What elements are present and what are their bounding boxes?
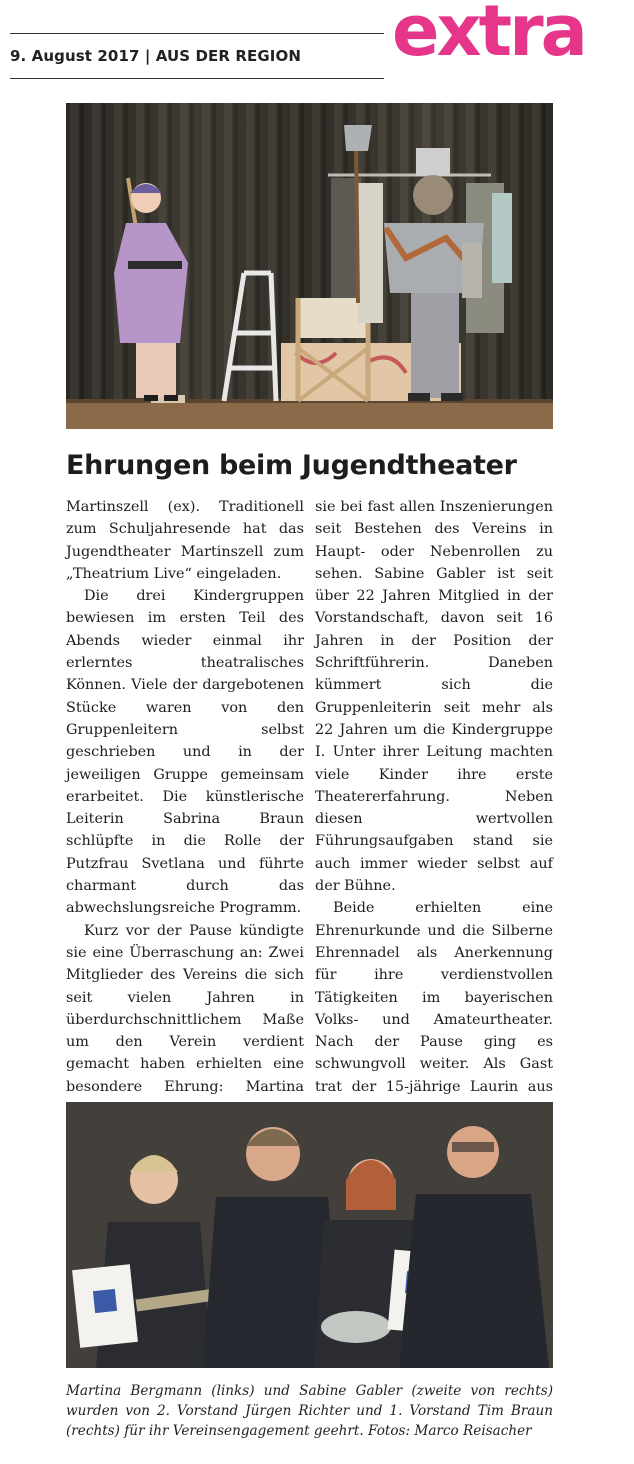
stage-photo	[66, 103, 553, 429]
article-paragraph: Kurz vor der Pause kündigte sie eine Überraschung an: Zwei Mitglieder des Vereins die sich seit vielen Jahren in überdurchschnittlichem Maße um den Verein verdient gemacht haben erhielten eine besondere Ehrung: Martina	[66, 922, 304, 1095]
extra-logo: extra	[392, 0, 585, 72]
header-rule-top	[10, 33, 384, 34]
group-photo	[66, 1102, 553, 1368]
photo-caption: Martina Bergmann (links) und Sabine Gabler (zweite von rechts) wurden von 2. Vorstand Jürgen Richter und 1. Vorstand Tim Braun (rechts) für ihr Vereinsengagement geehrt. Fotos: Marco Reisacher	[66, 1383, 553, 1439]
article-paragraph: Martinszell (ex). Traditionell zum Schuljahresende hat das Jugendtheater Martinszell zum „Theatrium Live“ eingeladen.	[66, 499, 304, 582]
article-paragraph: sie bei fast allen Inszenierungen seit Bestehen des Vereins in Haupt- oder Nebenrollen zu sehen. Sabine Gabler ist seit über 22 Jahren Mitglied in der Vorstandschaft, davon seit 16 Jahren in der Position der Schriftführerin. Daneben kümmert sich die Gruppenleiterin seit mehr als 22 Jahren um die Kindergruppe I. Unter ihrer Leitung machten viele Kinder ihre erste Theatererfahrung. Neben diesen wertvollen Führungsaufgaben stand sie auch immer wieder selbst auf der Bühne.	[315, 499, 553, 895]
article-headline: Ehrungen beim Jugendtheater	[66, 450, 517, 481]
article-paragraph: Beide erhielten eine Ehrenurkunde und die Silberne Ehrennadel als Anerkennung für ihre verdienstvollen Tätigkeiten im bayerischen Volks- und Amateurtheater. Nach der Pause ging es schwungvoll weiter. Als Gast trat der 15-jährige Laurin aus	[315, 900, 553, 1095]
header-rule-bottom	[10, 78, 384, 79]
article-paragraph: Die drei Kindergruppen bewiesen im ersten Teil des Abends wieder einmal ihr erlerntes theatralisches Können. Viele der dargebotenen Stücke waren von den Gruppenleitern selbst geschrieben und in der jeweiligen Gruppe gemeinsam erarbeitet. Die künstlerische Leiterin Sabrina Braun schlüpfte in die Rolle der Putzfrau Svetlana und führte charmant durch das abwechslungsreiche Programm.	[66, 588, 304, 917]
date-section-label: 9. August 2017 | AUS DER REGION	[10, 47, 301, 65]
